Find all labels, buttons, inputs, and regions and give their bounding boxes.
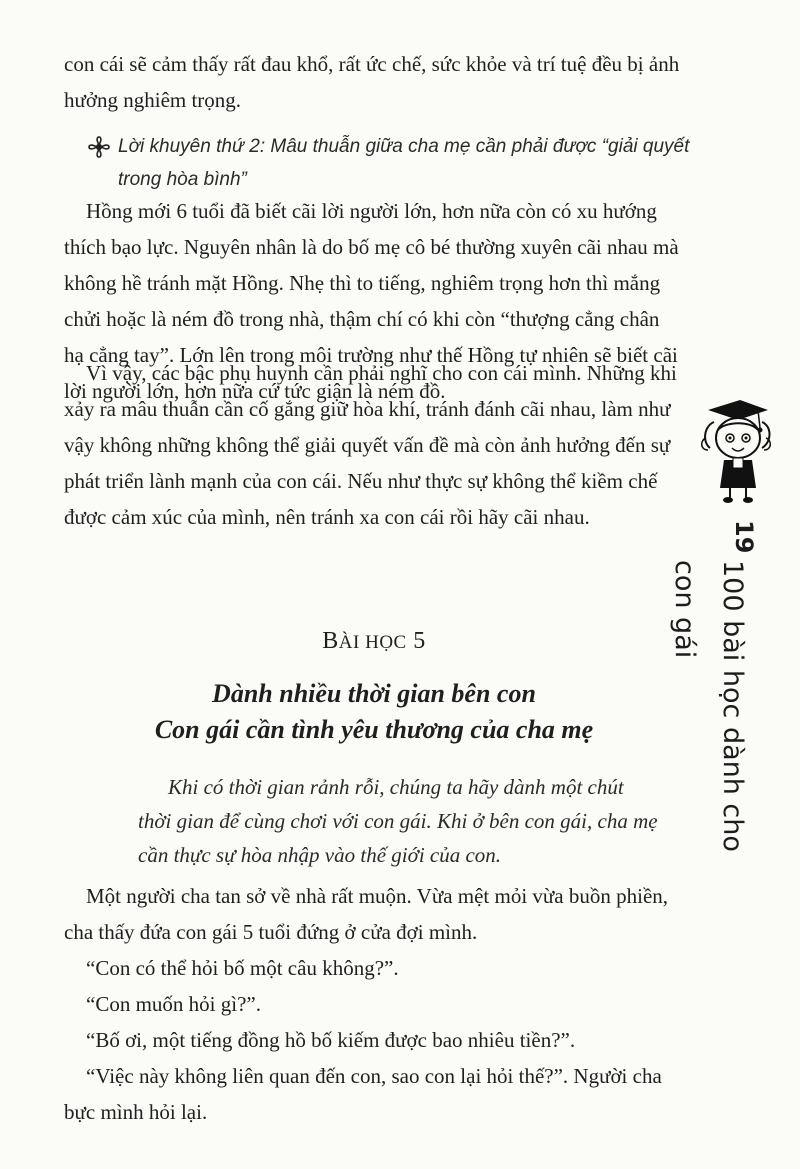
paragraph-text: Hồng mới 6 tuổi đã biết cãi lời người lớn, hơn nữa còn có xu hướng thích bạo lực. Nguyên nhân là do bố mẹ cô bé thường xuyên cãi nhau mà không hề tránh mặt Hồng. Nhẹ thì to tiếng, nghiêm trọng hơn thì mắng chửi hoặc là ném đồ trong nhà, thậm chí có khi còn “thượng cẳng chân hạ cẳng tay”. Lớn lên trong môi trường như thế Hồng tự nhiên sẽ biết cãi lời người lớn, hơn nữa cứ tức giận là ném đồ. — [64, 199, 679, 403]
paragraph-text: “Bố ơi, một tiếng đồng hồ bố kiếm được bao nhiêu tiền?”. — [86, 1028, 576, 1052]
paragraph-top — [64, 46, 684, 118]
paragraph-text: “Con có thể hỏi bố một câu không?”. — [86, 956, 399, 980]
tip-line-2: trong hòa bình” — [118, 169, 247, 190]
paragraph-group-middle-2 — [64, 355, 684, 535]
paragraph-text: “Con muốn hỏi gì?”. — [86, 992, 261, 1016]
paragraph-text: Vì vậy, các bậc phụ huynh cần phải nghĩ cho con cái mình. Những khi xảy ra mâu thuẫn cần cố gắng giữ hòa khí, tránh đánh cãi nhau, làm như vậy không những không thể giải quyết vấn đề mà còn ảnh hưởng đến sự phát triển lành mạnh của con cái. Nếu như thực sự không thể kiềm chế được cảm xúc của mình, nên tránh xa con cái rồi hãy cãi nhau. — [64, 361, 677, 529]
lesson-title-line-2: Con gái cần tình yêu thương của cha mẹ — [154, 715, 594, 744]
flower-icon — [88, 136, 110, 158]
book-title-vertical: 100 bài học dành cho con gái — [669, 560, 748, 852]
page-number: 19 — [730, 520, 758, 554]
graduate-girl-illustration — [700, 396, 772, 506]
lesson-intro: Khi có thời gian rảnh rỗi, chúng ta hãy dành một chút thời gian để cùng chơi với con gái. Khi ở bên con gái, cha mẹ cần thực sự hòa nhập vào thế giới của con. — [138, 775, 658, 867]
lesson-title-line-1: Dành nhiều thời gian bên con — [212, 679, 536, 708]
lesson-number: BÀI HỌC 5 — [322, 628, 426, 654]
tip-line-1: Lời khuyên thứ 2: Mâu thuẫn giữa cha mẹ cần phải được “giải quyết — [118, 136, 690, 157]
paragraph-text: con cái sẽ cảm thấy rất đau khổ, rất ức chế, sức khỏe và trí tuệ đều bị ảnh hưởng nghiêm trọng. — [64, 52, 680, 112]
story-paragraphs — [64, 878, 684, 1130]
paragraph-text: Một người cha tan sở về nhà rất muộn. Vừa mệt mỏi vừa buồn phiền, cha thấy đứa con gái 5 tuổi đứng ở cửa đợi mình. — [64, 884, 669, 944]
lesson-title — [64, 676, 684, 748]
tip-heading — [92, 130, 692, 196]
paragraph-text: “Việc này không liên quan đến con, sao con lại hỏi thế?”. Người cha bực mình hỏi lại. — [64, 1064, 662, 1124]
